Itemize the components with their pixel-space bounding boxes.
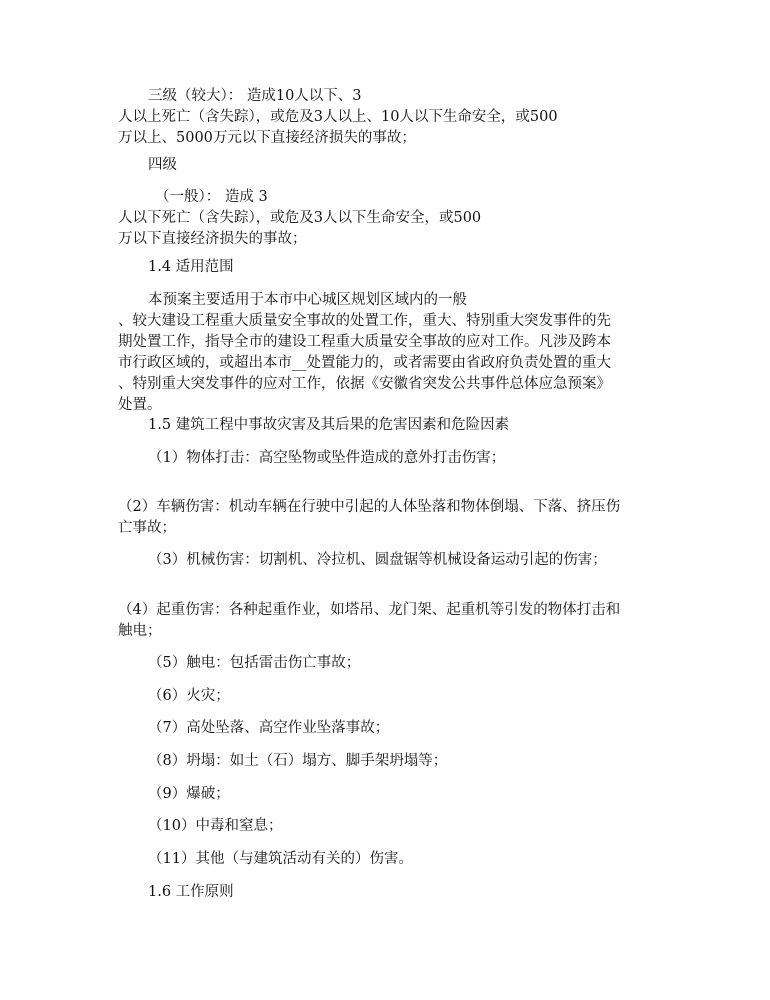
text-line: 、较大建设工程重大质量安全事故的处置工作，重大、特别重大突发事件的先 bbox=[118, 313, 611, 329]
text-line: 四级 bbox=[148, 157, 177, 173]
text-line: （一般）： 造成 3 bbox=[155, 189, 268, 205]
text-line: 万以上、5000万元以下直接经济损失的事故； bbox=[118, 130, 416, 146]
text-line: 触电； bbox=[118, 623, 162, 639]
section-heading-1-4 bbox=[118, 257, 658, 278]
text-line: （10）中毒和窒息； bbox=[148, 818, 283, 834]
level3-paragraph bbox=[118, 86, 658, 149]
hazard-item-9 bbox=[118, 784, 658, 805]
text-line: 人以下死亡（含失踪），或危及3人以下生命安全，或500 bbox=[118, 210, 482, 226]
hazard-item-2 bbox=[118, 497, 658, 539]
scope-paragraph bbox=[118, 290, 658, 416]
text-line: 人以上死亡（含失踪），或危及3人以上、10人以下生命安全，或500 bbox=[118, 109, 558, 125]
text-line: 期处置工作，指导全市的建设工程重大质量安全事故的应对工作。凡涉及跨本 bbox=[118, 334, 611, 350]
text-line: （8）坍塌：如土（石）塌方、脚手架坍塌等； bbox=[148, 753, 448, 769]
text-line: （5）触电：包括雷击伤亡事故； bbox=[148, 655, 361, 671]
text-line: （9）爆破； bbox=[148, 786, 230, 802]
hazard-item-4 bbox=[118, 600, 658, 642]
hazard-item-8 bbox=[118, 751, 658, 772]
text-line: 1.5 建筑工程中事故灾害及其后果的危害因素和危险因素 bbox=[148, 417, 510, 433]
hazard-item-7 bbox=[118, 718, 658, 739]
text-line: 市行政区域的，或超出本市__处置能力的，或者需要由省政府负责处置的重大 bbox=[118, 355, 611, 371]
text-line: （7）高处坠落、高空作业坠落事故； bbox=[148, 720, 390, 736]
text-line: 本预案主要适用于本市中心城区规划区域内的一般 bbox=[148, 292, 467, 308]
section-heading-1-6 bbox=[118, 882, 658, 903]
hazard-item-1 bbox=[118, 448, 658, 469]
text-line: （11）其他（与建筑活动有关的）伤害。 bbox=[148, 851, 413, 867]
hazard-item-11 bbox=[118, 849, 658, 870]
hazard-item-5 bbox=[118, 653, 658, 674]
text-line: （4）起重伤害：各种起重作业，如塔吊、龙门架、起重机等引发的物体打击和 bbox=[118, 602, 621, 618]
text-line: 万以下直接经济损失的事故； bbox=[118, 231, 307, 247]
text-line: 1.6 工作原则 bbox=[148, 884, 234, 900]
text-line: （6）火灾； bbox=[148, 688, 230, 704]
text-line: （3）机械伤害：切割机、冷拉机、圆盘锯等机械设备运动引起的伤害； bbox=[148, 552, 607, 568]
text-line: （1）物体打击：高空坠物或坠件造成的意外打击伤害； bbox=[148, 450, 506, 466]
text-line: （2）车辆伤害：机动车辆在行驶中引起的人体坠落和物体倒塌、下落、挤压伤 bbox=[118, 499, 621, 515]
hazard-item-10 bbox=[118, 816, 658, 837]
text-line: 1.4 适用范围 bbox=[148, 259, 234, 275]
hazard-item-6 bbox=[118, 686, 658, 707]
section-heading-1-5 bbox=[118, 415, 658, 436]
text-line: 处置。 bbox=[118, 397, 162, 413]
text-line: 、特别重大突发事件的应对工作，依据《安徽省突发公共事件总体应急预案》 bbox=[118, 376, 611, 392]
text-line: 亡事故； bbox=[118, 520, 176, 536]
level4-heading bbox=[118, 155, 658, 176]
text-line: 三级（较大）： 造成10人以下、3 bbox=[148, 88, 362, 104]
level4-paragraph bbox=[118, 187, 658, 250]
hazard-item-3 bbox=[118, 550, 658, 571]
